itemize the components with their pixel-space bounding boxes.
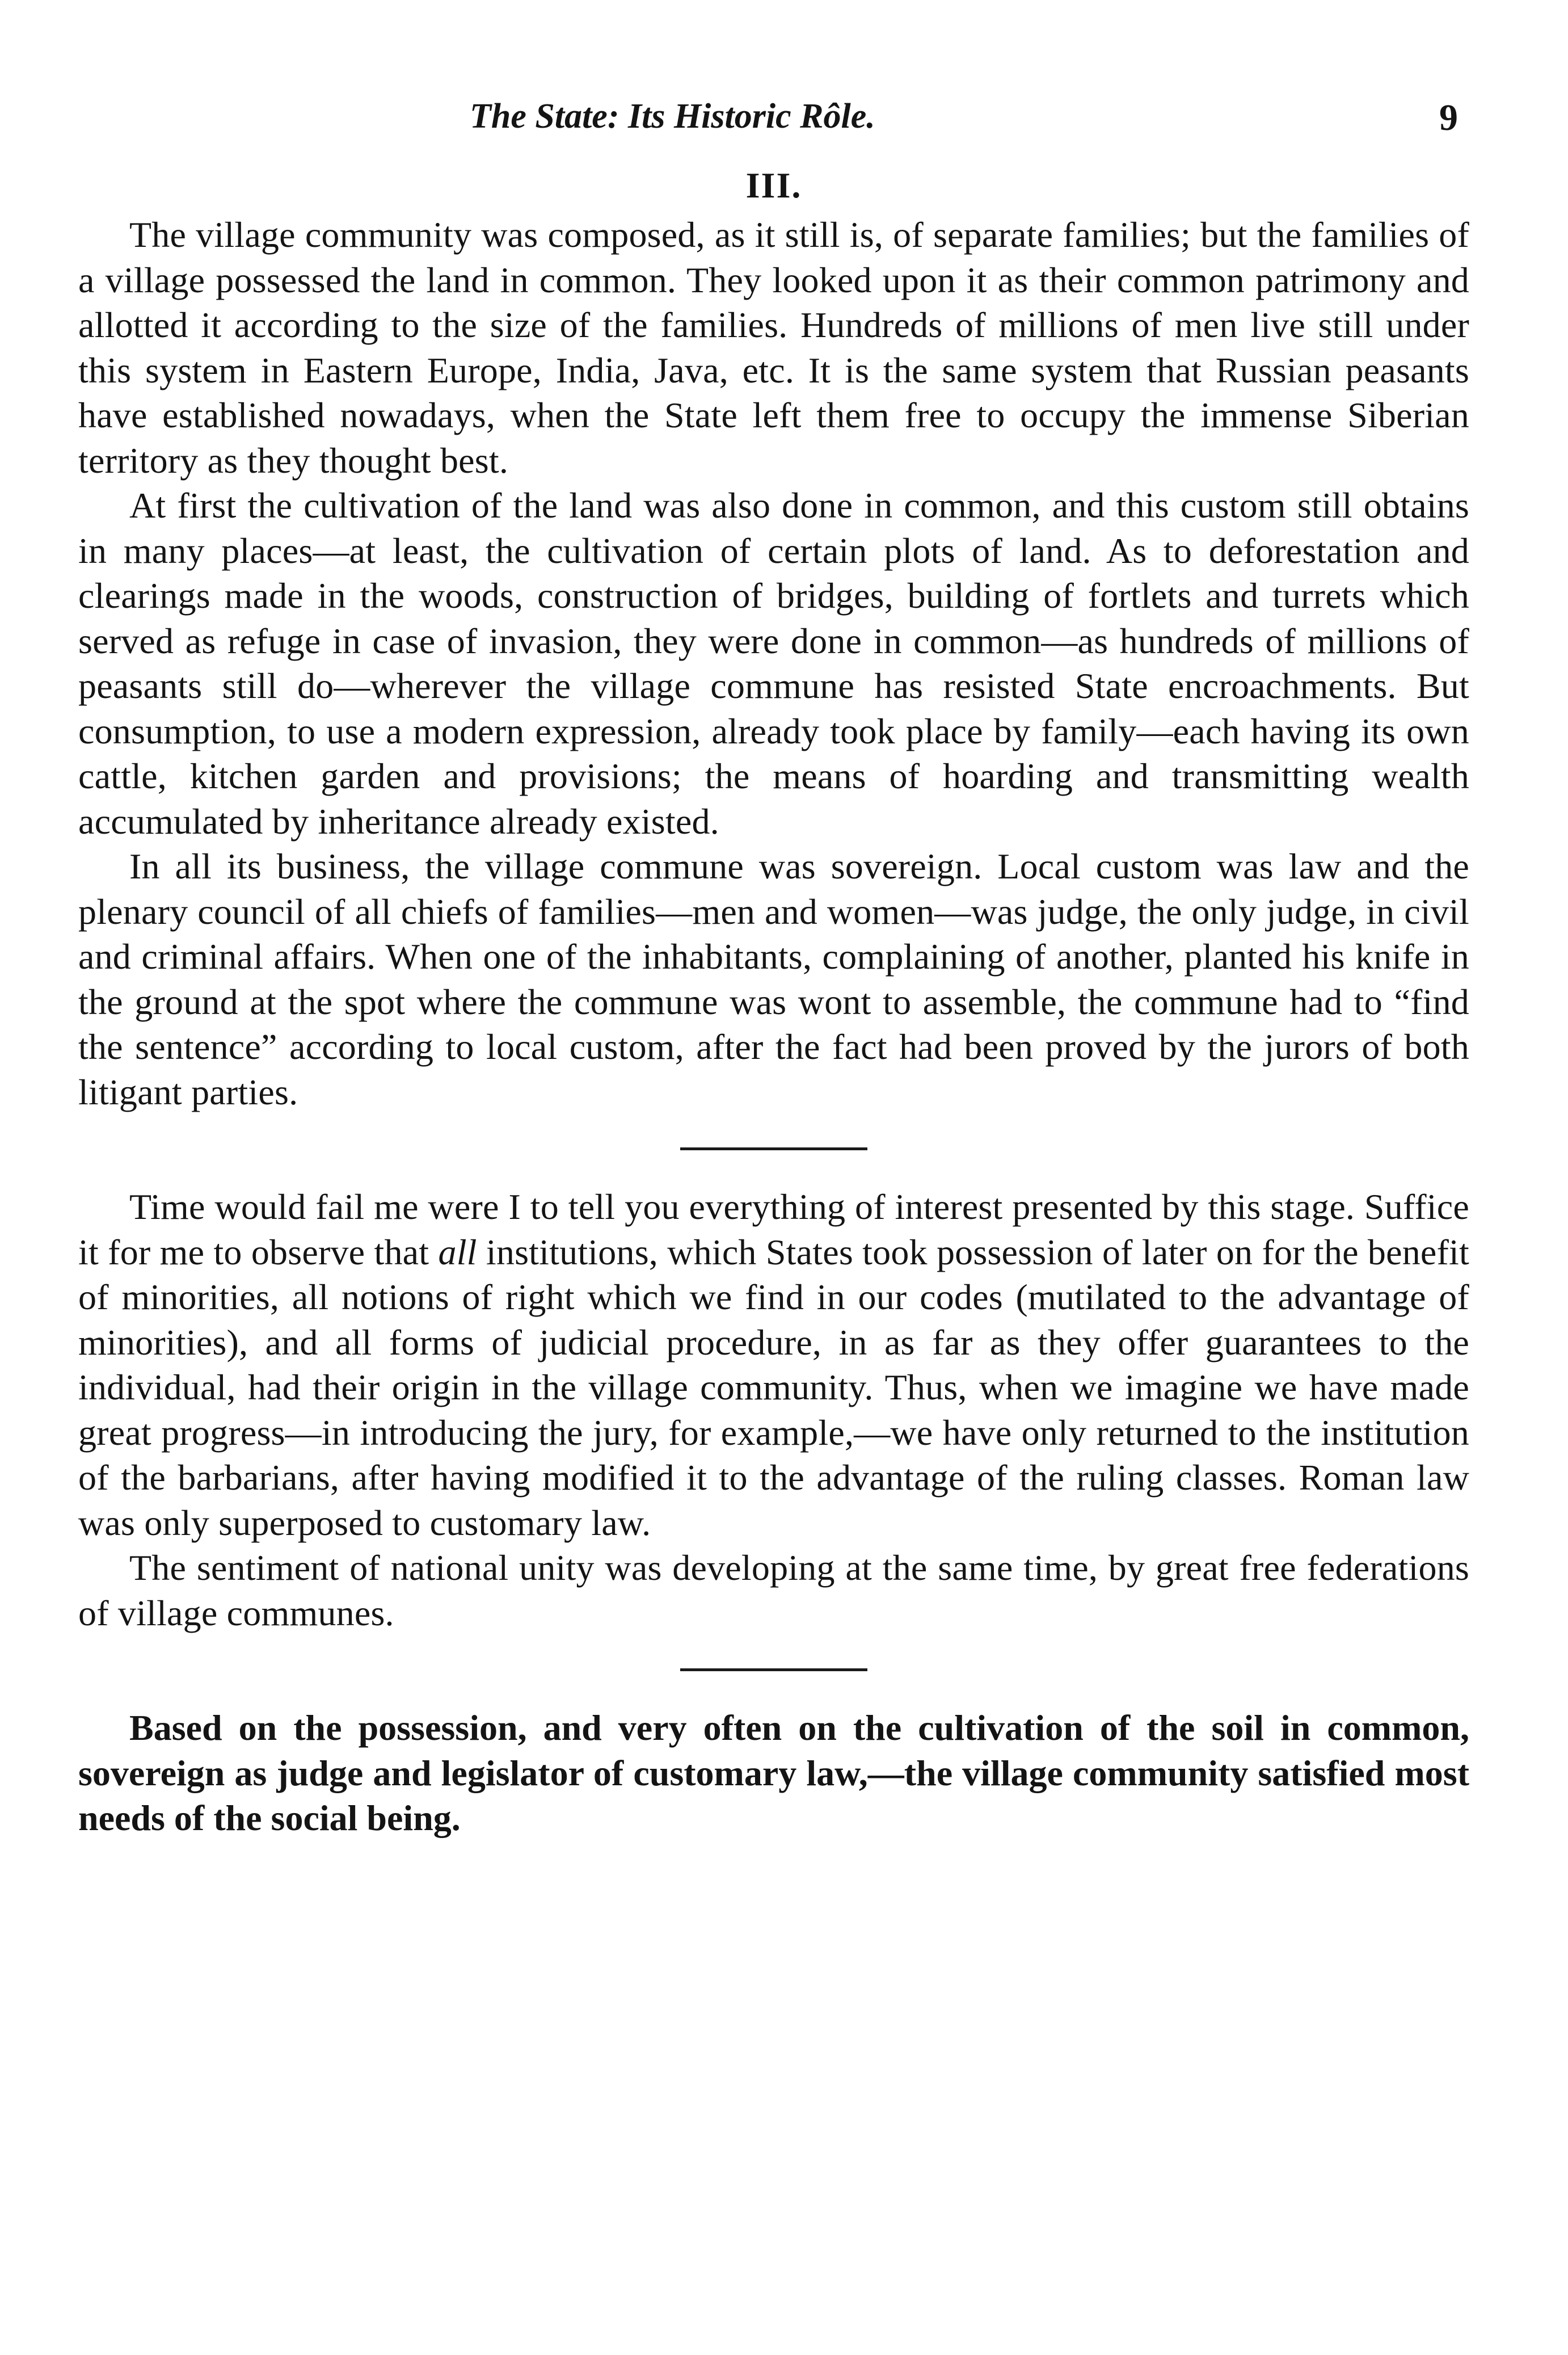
section-divider	[680, 1147, 867, 1150]
paragraph-2: At first the cultivation of the land was also done in common, and this custom still obtains in many places—at least, the cultivation of certain plots of land. As to deforestation and clearings made in the woods, construction of bridges, building of fortlets and turrets which served as refuge in case of invasion, they were done in common—as hundreds of millions of peasants still do—wherever the village commune has resisted State encroachments. But consumption, to use a modern expression, already took place by family—each having its own cattle, kitchen garden and provisions; the means of hoarding and transmitting wealth accumulated by inheritance already existed.	[78, 485, 1469, 842]
running-head	[78, 96, 1469, 165]
paragraph-4-text-b: institutions, which States took possession of later on for the benefit of minorities, all notions of right which we find in our codes (mutilated to the advantage of minorities), and all forms of judicial procedure, in as far as they offer guarantees to the individual, had their origin in the village community. Thus, when we imagine we have made great progress—in introducing the jury, for example,—we have only returned to the institution of the barbarians, after having modified it to the advantage of the ruling classes. Roman law was only superposed to customary law.	[78, 1231, 1469, 1543]
section-number: III.	[745, 165, 802, 205]
running-title: The State: Its Historic Rôle.	[470, 97, 875, 136]
paragraph-4	[78, 1184, 1469, 1545]
paragraph-3: In all its business, the village commune was sovereign. Local custom was law and the plenary council of all chiefs of families—men and women—was judge, the only judge, in civil and criminal affairs. When one of the inhabitants, complaining of another, planted his knife in the ground at the spot where the commune was wont to assemble, the commune had to “find the sentence” according to local custom, after the fact had been proved by the jurors of both litigant parties.	[78, 846, 1469, 1112]
paragraph-4-text-a: Time would fail me were I to tell you everything of interest presented by this stage. Suffice it for me to observe that	[78, 1187, 1469, 1272]
page-number: 9	[1439, 97, 1458, 138]
paragraph-4-emphasis: all	[438, 1231, 477, 1272]
paragraph-5: The sentiment of national unity was developing at the same time, by great free federations of village communes.	[78, 1547, 1469, 1633]
paragraph-6: Based on the possession, and very often on the cultivation of the soil in common, sovereign as judge and legislator of customary law,—the village community satisfied most needs of the social being.	[78, 1708, 1469, 1838]
section-divider	[680, 1668, 867, 1671]
paragraph-1: The village community was composed, as it still is, of separate families; but the families of a village possessed the land in common. They looked upon it as their common patrimony and allotted it according to the size of the families. Hundreds of millions of men live still under this system in Eastern Europe, India, Java, etc. It is the same system that Russian peasants have established nowadays, when the State left them free to occupy the immense Siberian territory as they thought best.	[78, 215, 1469, 481]
book-page	[78, 96, 1469, 2310]
